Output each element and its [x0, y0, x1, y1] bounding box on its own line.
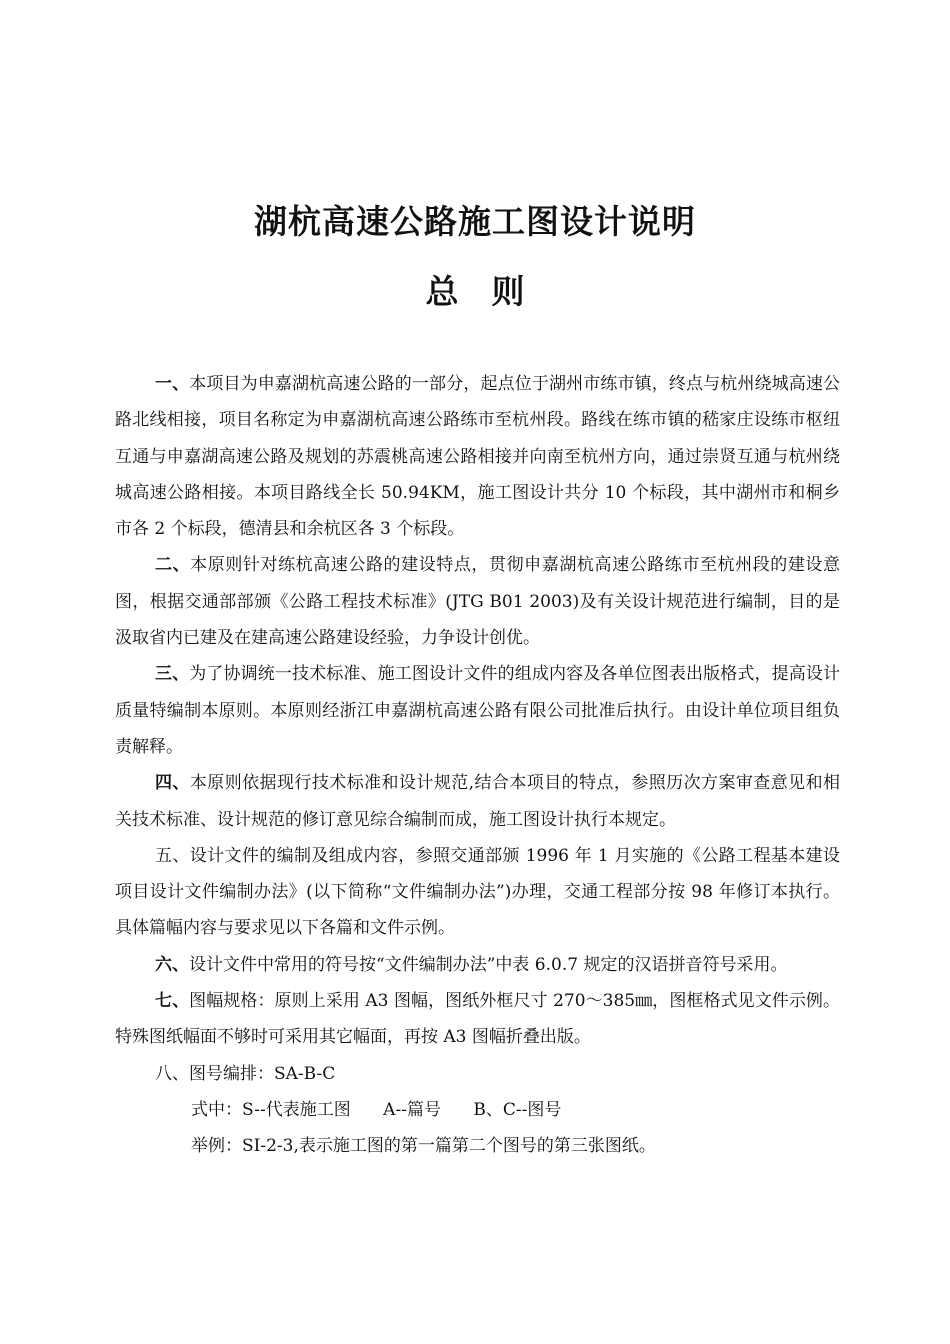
- paragraph-6: [115, 947, 840, 983]
- paragraph-7: [115, 983, 840, 1056]
- paragraph-number: 一、: [155, 374, 190, 394]
- paragraph-3: [115, 656, 840, 765]
- document-title: 湖杭高速公路施工图设计说明: [254, 202, 696, 241]
- example-line: 举例：SⅠ-2-3,表示施工图的第一篇第二个图号的第三张图纸。: [191, 1136, 656, 1157]
- paragraph-2: [115, 547, 840, 656]
- paragraph-number: 二、: [155, 555, 191, 576]
- paragraph-text: 为了协调统一技术标准、施工图设计文件的组成内容及各单位图表出版格式，提高设计质量特编制本原则。本原则经浙江申嘉湖杭高速公路有限公司批准后执行。由设计单位项目组负责解释。: [115, 664, 841, 757]
- paragraph-8: [115, 1056, 840, 1092]
- paragraph-text: 图号编排：SA-B-C: [189, 1063, 336, 1084]
- document-body: [115, 366, 840, 1165]
- paragraph-number: 三、: [155, 664, 190, 685]
- paragraph-text: 本原则依据现行技术标准和设计规范,结合本项目的特点，参照历次方案审查意见和相关技术标准、设计规范的修订意见综合编制而成，施工图设计执行本规定。: [115, 773, 841, 830]
- paragraph-text: 设计文件的编制及组成内容，参照交通部颁 1996 年 1 月实施的《公路工程基本建设项目设计文件编制办法》(以下简称“文件编制办法”)办理，交通工程部分按 98 年修订本执行。具体篇幅内容与要求见以下各篇和文件示例。: [115, 845, 841, 939]
- paragraph-number: 五、: [155, 845, 190, 866]
- paragraph-1: [115, 366, 840, 547]
- paragraph-text: 本项目为申嘉湖杭高速公路的一部分，起点位于湖州市练市镇，终点与杭州绕城高速公路北线相接，项目名称定为申嘉湖杭高速公路练市至杭州段。路线在练市镇的嵇家庄设练市枢纽互通与申嘉湖高速公路及规划的苏震桃高速公路相接并向南至杭州方向，通过崇贤互通与杭州绕城高速公路相接。本项目路线全长 50.94KM，施工图设计共分 10 个标段，其中湖州市和桐乡市各 2 个标段，德清县和余杭区各 3 个标段。: [115, 374, 841, 540]
- paragraph-5: [115, 838, 840, 947]
- paragraph-number: 七、: [155, 991, 190, 1012]
- paragraph-number: 四、: [155, 773, 190, 794]
- paragraph-number: 六、: [155, 954, 189, 975]
- formula-legend: 式中：S--代表施工图 A--篇号 B、C--图号: [191, 1099, 562, 1120]
- paragraph-text: 图幅规格：原则上采用 A3 图幅，图纸外框尺寸 270～385㎜，图框格式见文件示例。特殊图纸幅面不够时可采用其它幅面，再按 A3 图幅折叠出版。: [115, 991, 841, 1048]
- paragraph-number: 八、: [155, 1063, 189, 1084]
- section-title: 总 则: [425, 272, 525, 311]
- paragraph-4: [115, 765, 840, 838]
- paragraph-text: 设计文件中常用的符号按“文件编制办法”中表 6.0.7 规定的汉语拼音符号采用。: [189, 954, 788, 975]
- paragraph-text: 本原则针对练杭高速公路的建设特点，贯彻申嘉湖杭高速公路练市至杭州段的建设意图，根据交通部部颁《公路工程技术标准》(JTG B01 2003)及有关设计规范进行编制，目的是汲取省内已建及在建高速公路建设经验，力争设计创优。: [115, 555, 841, 649]
